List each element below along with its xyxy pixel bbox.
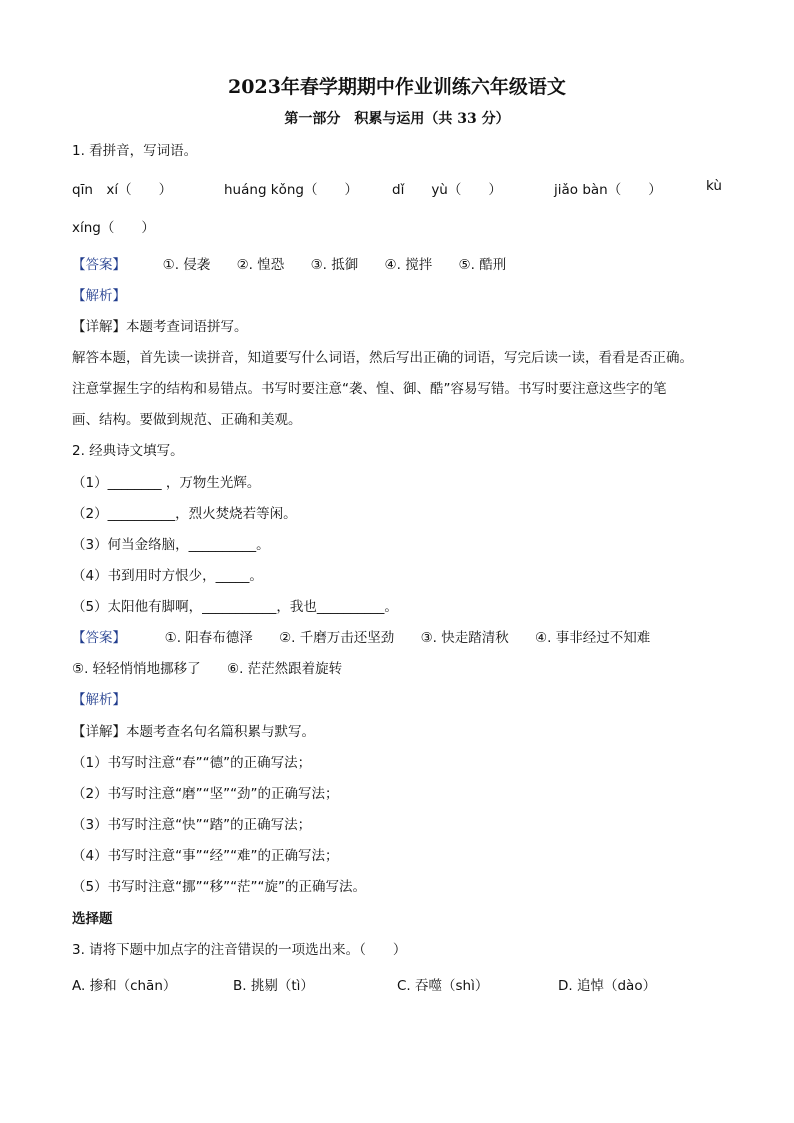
analysis-paragraph: 解答本题，首先读一读拼音，知道要写什么词语，然后写出正确的词语，写完后读一读，看看是否正确。 bbox=[72, 350, 693, 366]
answer-item: ⑥. 茫茫然跟着旋转 bbox=[226, 661, 343, 677]
pinyin-item: jiǎo bàn（ ） bbox=[554, 182, 662, 198]
analysis-tag: 【解析】 bbox=[72, 288, 126, 304]
analysis-note: （1）书写时注意“春”“德”的正确写法； bbox=[72, 755, 312, 771]
pinyin-item: kù bbox=[706, 178, 722, 194]
pinyin-item: qīn xí（ ） bbox=[72, 182, 173, 198]
answer-item: ③. 快走踏清秋 bbox=[420, 630, 509, 646]
answer-item: ⑤. 轻轻悄悄地挪移了 bbox=[72, 661, 201, 677]
option-a: A. 掺和（chān） bbox=[72, 978, 177, 994]
q1-answer-row bbox=[72, 256, 528, 274]
answer-item: ①. 阳春布德泽 bbox=[164, 630, 253, 646]
q1-pinyin-row bbox=[72, 178, 732, 196]
q2-stem: 2. 经典诗文填写。 bbox=[72, 443, 184, 459]
analysis-paragraph: 画、结构。要做到规范、正确和美观。 bbox=[72, 412, 302, 428]
q2-answer-row-2 bbox=[72, 660, 364, 678]
detail-heading: 【详解】本题考查名句名篇积累与默写。 bbox=[72, 724, 315, 740]
section-subtitle: 第一部分 积累与运用（共 33 分） bbox=[284, 111, 510, 127]
pinyin-item: xíng（ ） bbox=[72, 220, 155, 236]
fill-blank-item: （4）书到用时方恨少，_____。 bbox=[72, 568, 263, 584]
analysis-note: （2）书写时注意“磨”“坚”“劲”的正确写法； bbox=[72, 786, 339, 802]
analysis-tag: 【解析】 bbox=[72, 692, 126, 708]
fill-blank-item: （1）________ ，万物生光辉。 bbox=[72, 475, 261, 491]
q3-stem: 3. 请将下题中加点字的注音错误的一项选出来。（ ） bbox=[72, 942, 407, 958]
option-c: C. 吞噬（shì） bbox=[397, 978, 489, 994]
pinyin-item: dǐ yù（ ） bbox=[392, 182, 502, 198]
answer-tag: 【答案】 bbox=[72, 257, 126, 273]
section-heading: 选择题 bbox=[72, 911, 113, 927]
q1-stem: 1. 看拼音，写词语。 bbox=[72, 143, 198, 159]
option-b: B. 挑剔（tì） bbox=[233, 978, 314, 994]
answer-item: ①. 侵袭 bbox=[162, 257, 211, 273]
analysis-paragraph: 注意掌握生字的结构和易错点。书写时要注意“袭、惶、御、酷”容易写错。书写时要注意这些字的笔 bbox=[72, 381, 667, 397]
fill-blank-item: （2）__________，烈火焚烧若等闲。 bbox=[72, 506, 297, 522]
answer-item: ④. 事非经过不知难 bbox=[535, 630, 651, 646]
analysis-note: （4）书写时注意“事”“经”“难”的正确写法； bbox=[72, 848, 339, 864]
answer-item: ②. 千磨万击还坚劲 bbox=[279, 630, 395, 646]
q2-answer-row bbox=[72, 629, 672, 647]
analysis-note: （5）书写时注意“挪”“移”“茫”“旋”的正确写法。 bbox=[72, 879, 367, 895]
fill-blank-item: （3）何当金络脑，__________。 bbox=[72, 537, 270, 553]
analysis-note: （3）书写时注意“快”“踏”的正确写法； bbox=[72, 817, 312, 833]
answer-item: ⑤. 酷刑 bbox=[458, 257, 507, 273]
answer-item: ③. 抵御 bbox=[310, 257, 359, 273]
q3-options bbox=[72, 977, 712, 995]
option-d: D. 追悼（dào） bbox=[558, 978, 657, 994]
answer-item: ④. 搅拌 bbox=[384, 257, 433, 273]
page-title: 2023年春学期期中作业训练六年级语文 bbox=[228, 76, 566, 98]
answer-tag: 【答案】 bbox=[72, 630, 126, 646]
answer-item: ②. 惶恐 bbox=[236, 257, 285, 273]
pinyin-item: huáng kǒng（ ） bbox=[224, 182, 359, 198]
detail-heading: 【详解】本题考查词语拼写。 bbox=[72, 319, 248, 335]
fill-blank-item: （5）太阳他有脚啊，___________，我也__________。 bbox=[72, 599, 398, 615]
